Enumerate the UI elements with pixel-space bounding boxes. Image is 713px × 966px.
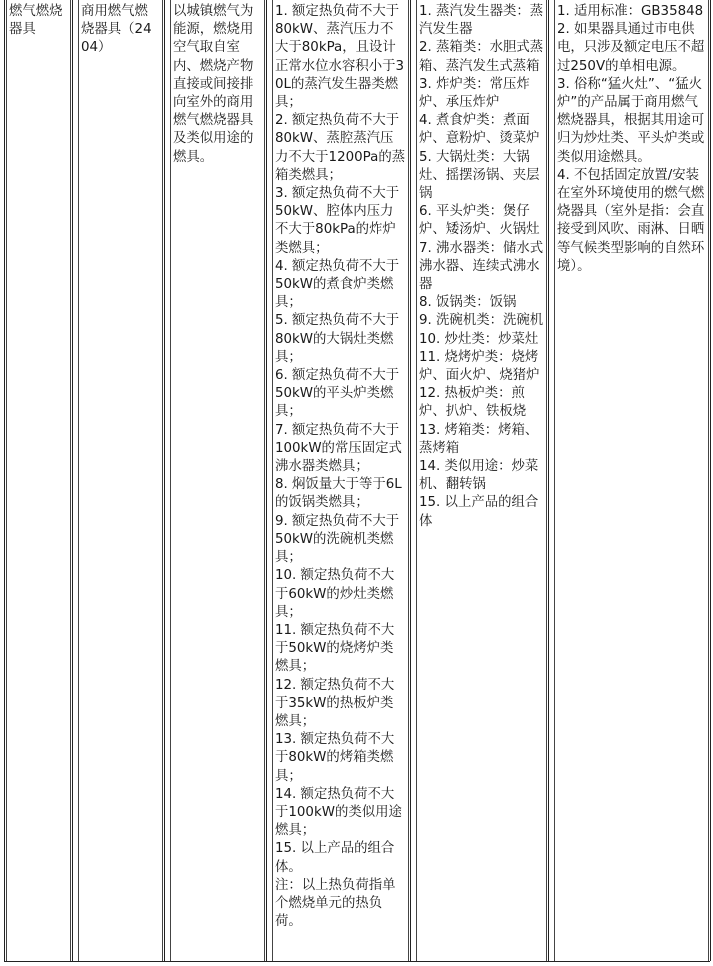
- type-item: 10. 炒灶类：炒菜灶: [419, 331, 539, 347]
- scope-item: 12. 额定热负荷不大于35kW的热板炉类燃具；: [275, 677, 395, 729]
- scope-item: 9. 额定热负荷不大于50kW的洗碗机类燃具；: [275, 513, 400, 566]
- type-item: 4. 煮食炉类：煮面炉、意粉炉、烫菜炉: [419, 113, 540, 147]
- type-item: 13. 烤箱类：烤箱、蒸烤箱: [419, 422, 539, 456]
- product-text: 商用燃气燃烧器具（2404）: [81, 4, 152, 56]
- notes-cell: [553, 0, 711, 961]
- scope-item: 7. 额定热负荷不大于100kW的常压固定式沸水器类燃具；: [275, 422, 402, 475]
- scope-item: 14. 额定热负荷不大于100kW的类似用途燃具；: [275, 786, 402, 839]
- scope-item: 注：以上热负荷指单个燃烧单元的热负荷。: [275, 877, 396, 930]
- note-item: 1. 适用标准：GB35848: [557, 4, 704, 19]
- scope-item: 4. 额定热负荷不大于50kW的煮食炉类燃具；: [275, 258, 400, 311]
- category-text: 燃气燃烧器具: [9, 4, 63, 38]
- scope-item: 15. 以上产品的组合体。: [275, 841, 395, 875]
- scope-item: 2. 额定热负荷不大于80kW、蒸腔蒸汽压力不大于1200Pa的蒸箱类燃具；: [275, 113, 406, 183]
- category-cell: [5, 0, 73, 961]
- scope-item: 6. 额定热负荷不大于50kW的平头炉类燃具；: [275, 368, 400, 420]
- type-item: 6. 平头炉类：煲仔炉、矮汤炉、火锅灶: [419, 204, 540, 238]
- type-item: 12. 热板炉类：煎炉、扒炉、铁板烧: [419, 386, 527, 420]
- note-item: 4. 不包括固定放置/安装在室外环境使用的燃气燃烧器具（室外是指：会直接受到风吹、雨淋、日晒等气候类型影响的自然环境）。: [557, 167, 705, 274]
- note-item: 3. 俗称“猛火灶”、“猛火炉”的产品属于商用燃气燃烧器具，根据其用途可归为炒灶类、平头炉类或类似用途燃具。: [557, 76, 705, 165]
- type-item: 14. 类似用途：炒菜机、翻转锅: [419, 459, 539, 493]
- type-item: 9. 洗碗机类：洗碗机: [419, 313, 544, 329]
- type-item: 8. 饭锅类：饭锅: [419, 295, 517, 311]
- scope-item: 10. 额定热负荷不大于60kW的炒灶类燃具；: [275, 568, 395, 620]
- type-item: 11. 烧烤炉类：烧烤炉、面火炉、烧猪炉: [419, 349, 540, 384]
- catalog-table: [4, 0, 710, 962]
- type-item: 2. 蒸箱类：水胆式蒸箱、蒸汽发生式蒸箱: [419, 40, 544, 74]
- type-item: 3. 炸炉类：常压炸炉、承压炸炉: [419, 76, 530, 111]
- scope-item: 1. 额定热负荷不大于80kW、蒸汽压力不大于80kPa，且设计正常水位水容积小于30L的蒸汽发生器类燃具；: [275, 4, 405, 111]
- scope-item: 5. 额定热负荷不大于80kW的大锅灶类燃具；: [275, 313, 400, 365]
- note-item: 2. 如果器具通过市电供电，只涉及额定电压不超过250V的单相电源。: [557, 22, 705, 74]
- scope-item: 8. 焖饭量大于等于6L的饭锅类燃具；: [275, 477, 402, 511]
- scope-item: 3. 额定热负荷不大于50kW、腔体内压力不大于80kPa的炸炉类燃具；: [275, 186, 400, 256]
- type-item: 7. 沸水器类：储水式沸水器、连续式沸水器: [419, 240, 544, 293]
- definition-cell: [169, 0, 267, 961]
- types-cell: [415, 0, 549, 961]
- type-item: 15. 以上产品的组合体: [419, 495, 539, 529]
- definition-text: 以城镇燃气为能源，燃烧用空气取自室内、燃烧产物直接或间接排向室外的商用燃气燃烧器具及类似用途的燃具。: [173, 4, 254, 165]
- product-cell: [77, 0, 165, 961]
- scope-item: 11. 额定热负荷不大于50kW的烧烤炉类燃具；: [275, 622, 395, 675]
- type-item: 5. 大锅灶类：大锅灶、摇摆汤锅、夹层锅: [419, 149, 540, 202]
- scope-item: 13. 额定热负荷不大于80kW的烤箱类燃具；: [275, 732, 395, 784]
- type-item: 1. 蒸汽发生器类：蒸汽发生器: [419, 4, 544, 38]
- scope-cell: [271, 0, 411, 961]
